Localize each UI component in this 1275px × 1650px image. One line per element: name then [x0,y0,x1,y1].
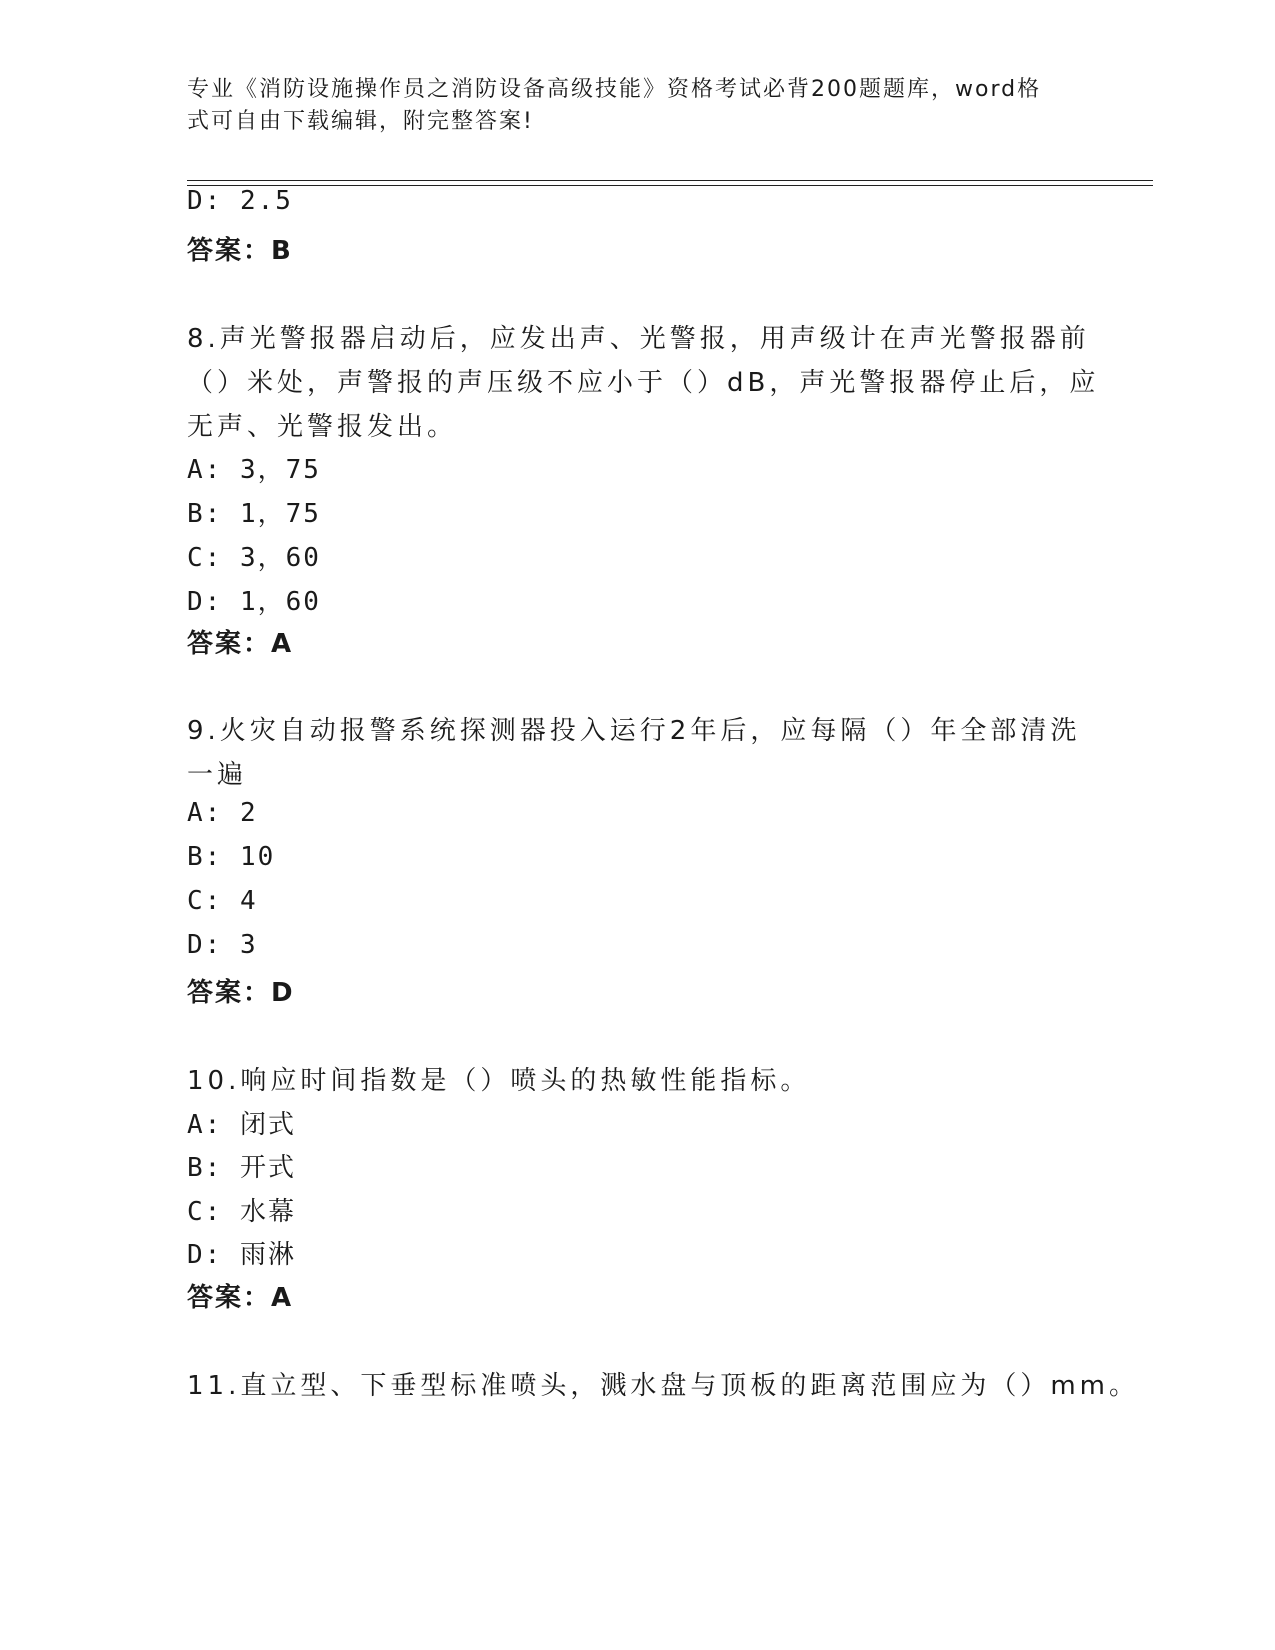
q10-option-d: D: 雨淋 [187,1240,296,1270]
q9-option-b: B: 10 [187,842,276,872]
q10-stem-line-1: 10.响应时间指数是（）喷头的热敏性能指标。 [187,1066,811,1096]
q9-answer: 答案：D [187,978,295,1008]
q8-option-d: D: 1，60 [187,587,321,617]
q8-stem-line-3: 无声、光警报发出。 [187,412,458,442]
q8-option-b: B: 1，75 [187,499,321,529]
q9-option-c: C: 4 [187,886,258,916]
q8-answer: 答案：A [187,629,294,659]
header-rule-top [187,180,1153,181]
q9-option-a: A: 2 [187,798,258,828]
q8-stem-line-1: 8.声光警报器启动后，应发出声、光警报，用声级计在声光警报器前 [187,324,1090,354]
q8-option-c: C: 3，60 [187,543,321,573]
document-header [187,74,1067,138]
q9-stem-line-2: 一遍 [187,760,248,790]
q9-stem-line-1: 9.火灾自动报警系统探测器投入运行2年后，应每隔（）年全部清洗 [187,716,1081,746]
q10-answer: 答案：A [187,1283,294,1313]
q8-stem-line-2: （）米处，声警报的声压级不应小于（）dB，声光警报器停止后，应 [187,368,1100,398]
q9-option-d: D: 3 [187,930,258,960]
q10-option-b: B: 开式 [187,1153,296,1183]
q11-stem-line-1: 11.直立型、下垂型标准喷头，溅水盘与顶板的距离范围应为（）mm。 [187,1371,1140,1401]
header-line-2: 式可自由下载编辑，附完整答案! [187,109,534,134]
header-rule-bottom [187,185,1153,186]
header-line-1: 专业《消防设施操作员之消防设备高级技能》资格考试必背200题题库，word格 [187,77,1042,102]
q8-option-a: A: 3，75 [187,455,321,485]
prev-option-d: D: 2.5 [187,186,293,216]
prev-answer: 答案：B [187,236,293,266]
q10-option-a: A: 闭式 [187,1110,296,1140]
q10-option-c: C: 水幕 [187,1197,296,1227]
